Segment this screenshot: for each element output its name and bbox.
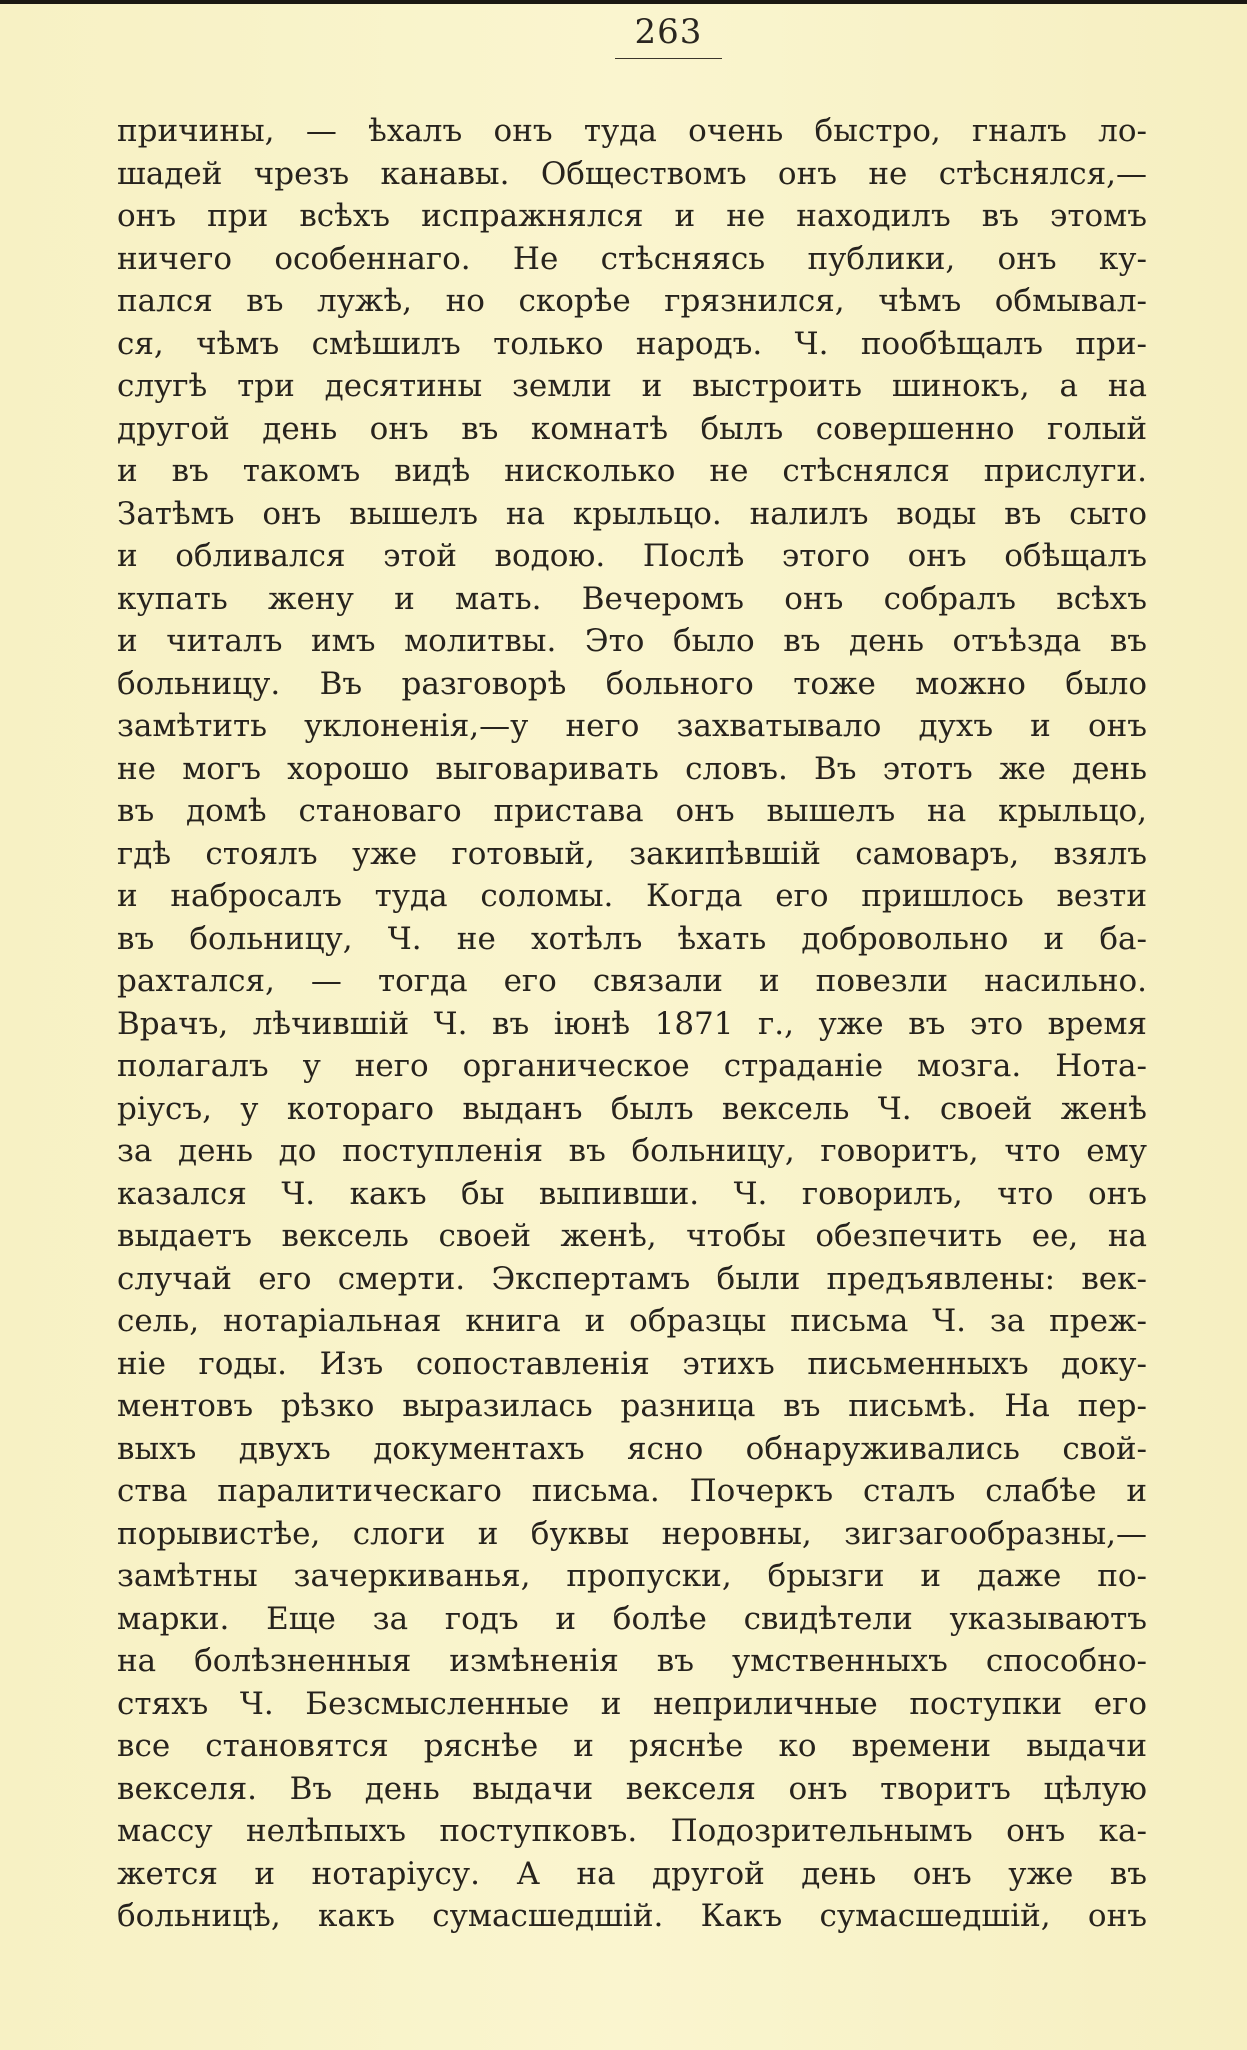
text-line: замѣтить уклоненія,—у него захватывало духъ и онъ — [117, 708, 1147, 744]
page-number: 263 — [615, 12, 723, 59]
text-line: не могъ хорошо выговаривать словъ. Въ этотъ же день — [117, 750, 1147, 787]
text-line: шадей чрезъ канавы. Обществомъ онъ не стѣснялся,— — [117, 155, 1147, 192]
text-line: выдаетъ вексель своей женѣ, чтобы обезпечить ее, на — [117, 1218, 1147, 1254]
page-header — [0, 12, 1247, 59]
text-line: пался въ лужѣ, но скорѣе грязнился, чѣмъ обмывал- — [117, 283, 1147, 319]
text-line: замѣтны зачеркиванья, пропуски, брызги и даже по- — [117, 1558, 1147, 1594]
text-line: больницу. Въ разговорѣ больного тоже можно было — [117, 665, 1147, 702]
text-line: Врачъ, лѣчившій Ч. въ іюнѣ 1871 г., уже въ это время — [117, 1005, 1147, 1042]
text-line: рахтался, — тогда его связали и повезли насильно. — [117, 963, 1147, 999]
text-line: порывистѣе, слоги и буквы неровны, зигзагообразны,— — [117, 1515, 1147, 1552]
text-line: казался Ч. какъ бы выпивши. Ч. говорилъ, что онъ — [117, 1175, 1147, 1212]
text-line: Затѣмъ онъ вышелъ на крыльцо. налилъ воды въ сыто — [117, 495, 1147, 532]
text-line: купать жену и мать. Вечеромъ онъ собралъ всѣхъ — [117, 580, 1147, 617]
text-line: больницѣ, какъ сумасшедшій. Какъ сумасшедшій, онъ — [117, 1898, 1147, 1934]
text-line: ніе годы. Изъ сопоставленія этихъ письменныхъ доку- — [117, 1345, 1147, 1382]
text-line: ничего особеннаго. Не стѣсняясь публики, онъ ку- — [117, 240, 1147, 277]
text-line: въ домѣ становаго пристава онъ вышелъ на крыльцо, — [117, 793, 1147, 829]
text-line: причины, — ѣхалъ онъ туда очень быстро, гналъ ло- — [117, 113, 1147, 149]
text-line: онъ при всѣхъ испражнялся и не находилъ въ этомъ — [117, 198, 1147, 234]
text-line: ментовъ рѣзко выразилась разница въ письмѣ. На пер- — [117, 1388, 1147, 1424]
text-line: на болѣзненныя измѣненія въ умственныхъ способно- — [117, 1643, 1147, 1679]
text-line: другой день онъ въ комнатѣ былъ совершенно голый — [117, 410, 1147, 447]
text-line: полагалъ у него органическое страданіе мозга. Нота- — [117, 1048, 1147, 1084]
text-line: ства паралитическаго письма. Почеркъ сталъ слабѣе и — [117, 1473, 1147, 1509]
text-line: гдѣ стоялъ уже готовый, закипѣвшій самоваръ, взялъ — [117, 835, 1147, 872]
text-line: случай его смерти. Экспертамъ были предъявлены: век- — [117, 1260, 1147, 1297]
text-line: жется и нотаріусу. А на другой день онъ уже въ — [117, 1855, 1147, 1892]
text-line: и обливался этой водою. Послѣ этого онъ обѣщалъ — [117, 538, 1147, 574]
page-top-edge — [0, 0, 1247, 4]
text-line: массу нелѣпыхъ поступковъ. Подозрительнымъ онъ ка- — [117, 1813, 1147, 1849]
text-line: и читалъ имъ молитвы. Это было въ день отъѣзда въ — [117, 623, 1147, 659]
text-line: и набросалъ туда соломы. Когда его пришлось везти — [117, 878, 1147, 914]
text-line: ся, чѣмъ смѣшилъ только народъ. Ч. пообѣщалъ при- — [117, 325, 1147, 362]
text-line: ріусъ, у котораго выданъ былъ вексель Ч. своей женѣ — [117, 1090, 1147, 1127]
text-line: за день до поступленія въ больницу, говоритъ, что ему — [117, 1133, 1147, 1169]
text-line: въ больницу, Ч. не хотѣлъ ѣхать добровольно и ба- — [117, 920, 1147, 957]
text-line: марки. Еще за годъ и болѣе свидѣтели указываютъ — [117, 1600, 1147, 1637]
text-line: и въ такомъ видѣ нисколько не стѣснялся прислуги. — [117, 453, 1147, 489]
text-line: стяхъ Ч. Безсмысленные и неприличные поступки его — [117, 1685, 1147, 1722]
text-line: слугѣ три десятины земли и выстроить шинокъ, а на — [117, 368, 1147, 404]
text-line: векселя. Въ день выдачи векселя онъ творитъ цѣлую — [117, 1770, 1147, 1807]
text-line: выхъ двухъ документахъ ясно обнаруживались свой- — [117, 1430, 1147, 1467]
page-body-text — [117, 110, 1147, 1938]
text-line: сель, нотаріальная книга и образцы письма Ч. за преж- — [117, 1303, 1147, 1339]
text-line: все становятся ряснѣе и ряснѣе ко времени выдачи — [117, 1728, 1147, 1764]
